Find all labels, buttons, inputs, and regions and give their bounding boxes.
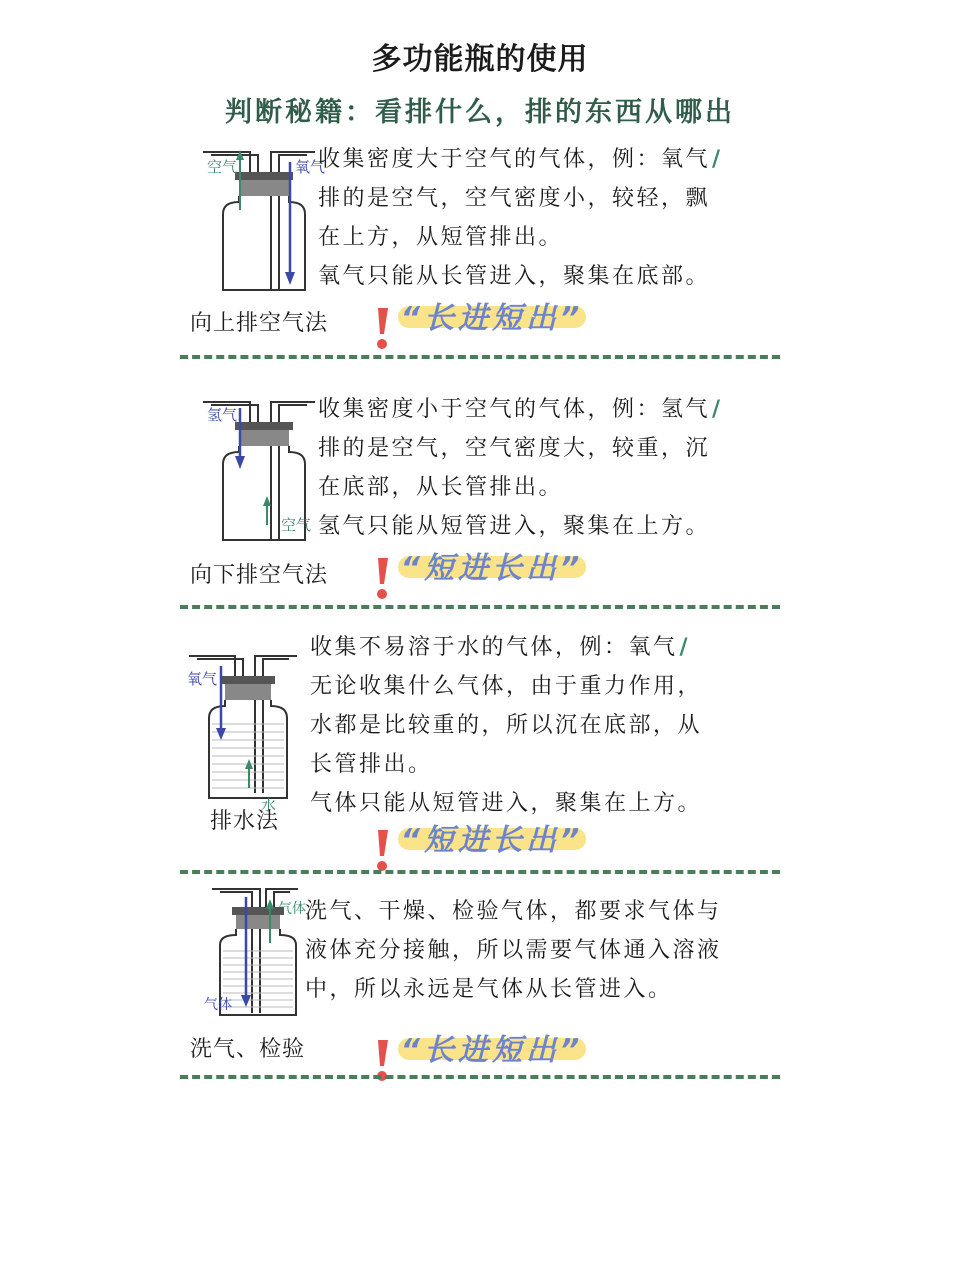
slash-mark: / [679,635,691,660]
motto-badge [372,814,592,864]
description-line: 氢气只能从短管进入，聚集在上方。 [318,514,711,539]
page-title: 多功能瓶的使用 [371,42,589,77]
section-divider [180,605,780,609]
diagram-label-right: 空气 [281,516,312,534]
description-line: 中，所以永远是气体从长管进入。 [305,977,673,1002]
description-line: 收集密度小于空气的气体，例：氢气 [318,397,711,422]
motto-badge [372,292,592,342]
section-divider [180,1075,780,1079]
description-line: 排的是空气，空气密度大，较重，沉 [318,436,711,461]
section-divider [180,355,780,359]
motto-badge [372,1024,592,1074]
description-line: 液体充分接触，所以需要气体通入溶液 [305,938,722,963]
method-label: 向上排空气法 [190,311,329,336]
description-line: 氧气只能从长管进入，聚集在底部。 [318,264,711,289]
motto-badge [372,542,592,592]
description-line: 收集密度大于空气的气体，例：氧气 [318,147,711,172]
description-line: 收集不易溶于水的气体，例：氧气 [310,635,678,660]
diagram-label-left: 空气 [207,158,238,176]
diagram-label-right: 氧气 [295,158,326,176]
method-label: 向下排空气法 [190,563,329,588]
method-label: 排水法 [210,809,280,834]
section-description [318,140,723,296]
exclamation-icon [370,824,394,874]
gas-bottle-diagram-water [185,648,325,818]
page-subtitle: 判断秘籍：看排什么，排的东西从哪出 [225,97,735,128]
description-line: 排的是空气，空气密度小，较轻，飘 [318,186,711,211]
gas-bottle-diagram [195,140,335,300]
diagram-label-right: 气体 [278,901,306,917]
section-upward-air-displacement [180,140,790,360]
motto-text: “长进短出” [400,1033,584,1068]
slash-mark: / [712,397,723,422]
diagram-label-right: 水 [261,796,277,814]
section-gas-washing [180,890,790,1090]
description-line: 水都是比较重的，所以沉在底部，从 [310,713,703,738]
exclamation-icon [370,552,394,602]
gas-bottle-diagram [195,390,335,550]
motto-text: “短进长出” [400,823,584,858]
method-label: 洗气、检验 [190,1037,306,1062]
exclamation-icon [370,302,394,352]
section-description [318,390,723,546]
slash-mark: / [712,147,723,172]
section-description [305,892,722,1009]
description-line: 长管排出。 [310,752,433,777]
section-divider [180,870,780,874]
description-line: 洗气、干燥、检验气体，都要求气体与 [305,899,722,924]
description-line: 在上方，从短管排出。 [318,225,564,250]
description-line: 无论收集什么气体，由于重力作用， [310,674,703,699]
section-downward-air-displacement [180,390,790,610]
diagram-label-left: 氢气 [207,406,238,424]
motto-text: “短进长出” [400,551,584,586]
description-line: 在底部，从长管排出。 [318,475,564,500]
section-description [310,628,702,823]
motto-text: “长进短出” [400,301,584,336]
description-line: 气体只能从短管进入，聚集在上方。 [310,791,703,816]
diagram-label-left: 气体 [204,997,232,1013]
section-water-displacement [180,628,790,868]
diagram-label-left: 氧气 [187,670,218,688]
